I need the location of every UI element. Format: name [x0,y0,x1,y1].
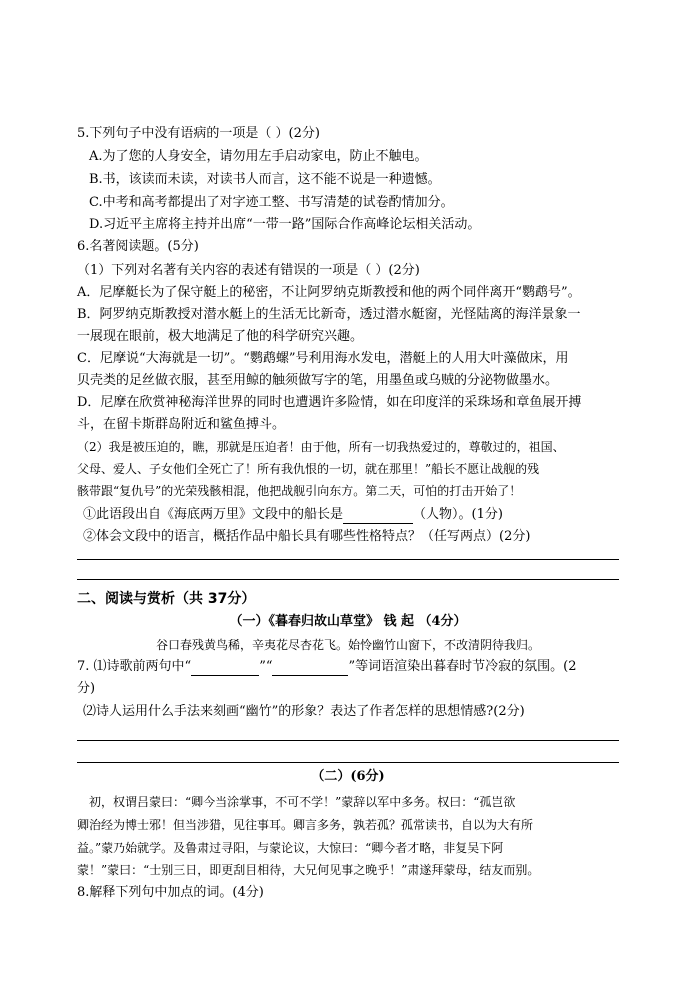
answer-blank[interactable] [191,661,259,676]
answer-line[interactable] [77,559,619,560]
q6-passage-line1: （2）我是被压迫的，瞧，那就是压迫者！由于他，所有一切我热爱过的，尊敬过的，祖国、 [77,440,565,454]
q6-option-d-line2: 斗，在留卡斯群岛附近和鲨鱼搏斗。 [77,417,286,432]
answer-blank[interactable] [343,509,413,524]
q8-stem: 8.解释下列句中加点的词。(4分) [77,885,264,900]
q6-sub2-q1-suffix: （人物）。(1分) [413,507,503,522]
q6-stem: 6.名著阅读题。(5分) [77,239,199,254]
q7-part2: ⑵诗人运用什么手法来刻画“幽竹”的形象？表达了作者怎样的思想情感?(2分) [83,704,525,719]
q6-option-c-line2: 贝壳类的足丝做衣服，甚至用鲸的触须做写字的笔，用墨鱼或乌贼的分泌物做墨水。 [77,373,559,388]
classical-text-line3: 益。”蒙乃始就学。及鲁肃过寻阳，与蒙论议，大惊曰：“卿今者才略，非复吴下阿 [77,841,504,855]
q7-part1-cont: 分) [77,681,96,696]
part2-title: （二）(6分) [311,769,385,784]
q6-passage-line3: 骸带跟“复仇号”的光荣残骸相混，他把战舰引向东方。第二天，可怕的打击开始了！ [77,484,522,498]
q6-option-b-line1: B．阿罗纳克斯教授对潜水艇上的生活无比新奇，透过潜水艇窗，光怪陆离的海洋景象一 [77,307,581,322]
q7-suffix: ”等词语渲染出暮春时节冷寂的氛围。(2 [348,659,577,674]
q5-option-d: D.习近平主席将主持并出席“一带一路”国际合作高峰论坛相关活动。 [89,217,481,232]
q6-option-d-line1: D．尼摩在欣赏神秘海洋世界的同时也遭遇许多险情，如在印度洋的采珠场和章鱼展开搏 [77,395,582,410]
q5-stem: 5.下列句子中没有语病的一项是（ ）(2分) [77,126,320,141]
q6-option-a: A．尼摩艇长为了保守艇上的秘密，不让阿罗纳克斯教授和他的两个同伴离开“鹦鹉号”。 [77,285,581,300]
classical-text-line2: 卿治经为博士邪！但当涉猎，见往事耳。卿言多务，孰若孤？孤常读书，自以为大有所 [77,818,534,832]
q7-prefix: 7. ⑴诗歌前两句中“ [77,659,192,674]
q5-option-c: C.中考和高考都提出了对字迹工整、书写清楚的试卷酌情加分。 [89,195,454,210]
poem-text: 谷口春残黄鸟稀，辛夷花尽杏花飞。始怜幽竹山窗下，不改清阴待我归。 [155,638,540,652]
poem-title: （一）《暮春归故山草堂》 钱 起 （4分） [229,614,467,629]
q7-part1 [77,658,576,676]
q6-passage-line2: 父母、爱人、子女他们全死亡了！所有我仇恨的一切，就在那里！”船长不愿让战舰的残 [77,462,540,476]
q6-sub2-q1 [83,506,503,524]
section-heading: 二、阅读与赏析（共 37分） [77,591,256,607]
q6-sub2-q2: ②体会文段中的语言，概括作品中船长具有哪些性格特点？（任写两点）(2分) [83,529,531,544]
classical-text-line4: 蒙！”蒙曰：“士别三日，即更刮目相待，大兄何见事之晚乎！”肃遂拜蒙母，结友而别。 [77,863,540,877]
q6-option-c-line1: C．尼摩说“大海就是一切”。“鹦鹉螺”号利用海水发电，潜艇上的人用大叶藻做床，用 [77,351,569,366]
q5-option-a: A.为了您的人身安全，请勿用左手启动家电，防止不触电。 [89,149,428,164]
q6-sub1: （1）下列对名著有关内容的表述有错误的一项是（ ）(2分) [77,263,420,278]
answer-line[interactable] [77,579,619,580]
answer-line[interactable] [77,762,619,763]
q7-mid: ”“ [259,659,273,674]
q5-option-b: B.书，该读而未读，对读书人而言，这不能不说是一种遗憾。 [89,172,441,187]
q6-sub2-q1-prefix: ①此语段出自《海底两万里》文段中的船长是 [83,507,344,522]
classical-text-line1: 初，权谓吕蒙曰：“卿今当涂掌事，不可不学！”蒙辞以军中多务。权曰：“孤岂欲 [89,795,516,809]
q6-option-b-line2: 一展现在眼前，极大地满足了他的科学研究兴趣。 [77,329,364,344]
answer-line[interactable] [77,740,619,741]
answer-blank[interactable] [272,661,348,676]
